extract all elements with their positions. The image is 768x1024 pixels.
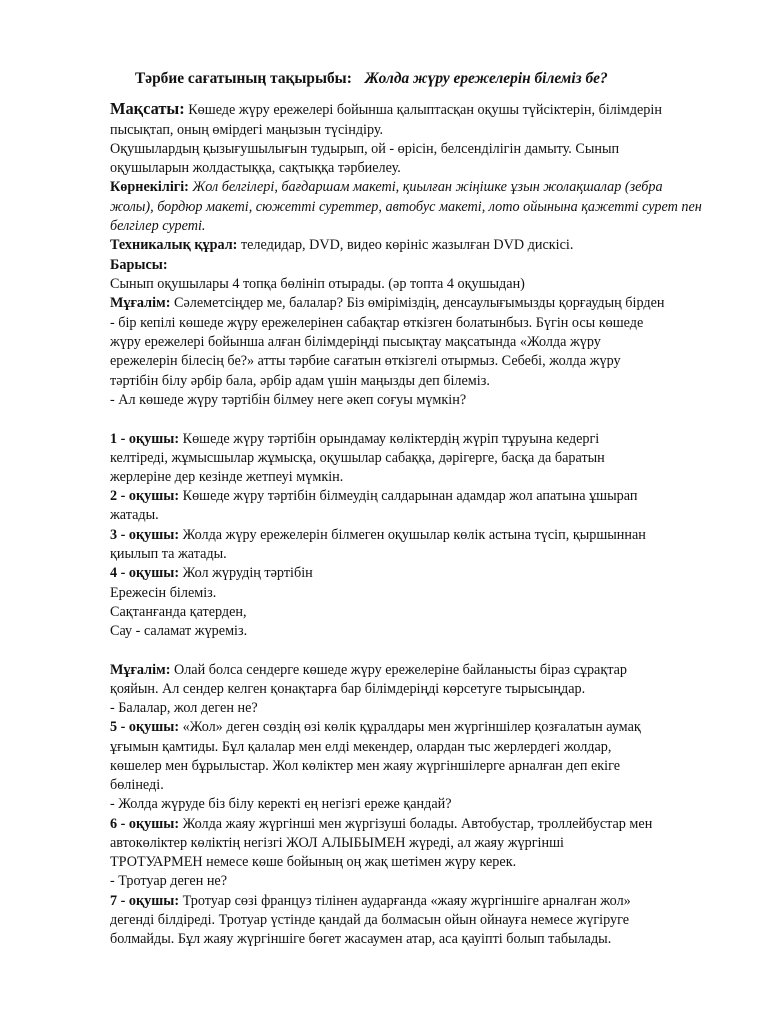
text-line: дегенді білдіреді. Тротуар үстінде қандай да болмасын ойын ойнауға немесе жүгіруге [110,912,630,928]
question-line: - Жолда жүруде біз білу керекті ең негізгі ереже қандай? [110,796,452,812]
title-topic: Жолда жүру ережелерін білеміз бе? [364,70,608,87]
process-heading [110,256,168,274]
teacher-line [110,294,664,312]
text-line: бөлінеді. [110,777,164,793]
student-6-line [110,815,652,833]
student-label: 5 - оқушы: [110,719,180,735]
text-line: Олай болса сендерге көшеде жүру ережелеріне байланысты біраз сұрақтар [170,662,628,678]
title-prefix: Тәрбие сағатының тақырыбы: [135,70,352,87]
student-1-line [110,430,599,448]
text-line: келтіреді, жұмысшылар жұмысқа, оқушылар сабаққа, дәрігерге, басқа да баратын [110,450,605,466]
student-7-line [110,892,631,910]
text-line: Көшеде жүру тәртібін білмеудің салдарынан адамдар жол апатына ұшырап [179,488,638,504]
poem-line: Сау - саламат жүреміз. [110,623,248,639]
student-label: 1 - оқушы: [110,431,180,447]
document-title [135,70,735,88]
text-line: Тротуар сөзі француз тілінен аударғанда «жаяу жүргіншіге арналған жол» [179,893,631,909]
text-line: қиылып та жатады. [110,546,227,562]
aim-label: Мақсаты: [110,99,185,118]
text-line: болмайды. Бұл жаяу жүргіншіге бөгет жасаумен атар, аса қауіпті болып табылады. [110,931,612,947]
text-line: ережелерін білесің бе?» атты тәрбие сағатын өткізгелі отырмыз. Себебі, жолда жүру [110,353,621,369]
text-line: Жол белгілері, бағдаршам макеті, қиылған жіңішке ұзын жолақшалар (зебра [188,179,663,195]
student-5-line [110,718,641,736]
text-line: көшелер мен бұрылыстар. Жол көліктер мен жаяу жүргіншілерге арналған деп екіге [110,758,621,774]
student-label: 7 - оқушы: [110,893,180,909]
tech-line [110,236,573,254]
text-line: тәртібін білу әрбір бала, әрбір адам үшін маңызды деп білеміз. [110,373,490,389]
text-line: қояйын. Ал сендер келген қонақтарға бар білімдеріңді көрсетуге тырысыңдар. [110,681,586,697]
text-line: Сынып оқушылары 4 топқа бөлініп отырады. (әр топта 4 оқушыдан) [110,276,525,292]
tech-label: Техникалық құрал: [110,237,238,253]
visual-label: Көрнекілігі: [110,179,189,195]
student-label: 3 - оқушы: [110,527,180,543]
text-line: - бір кепілі көшеде жүру ережелерінен сабақтар өткізген болатынбыз. Бүгін осы көшеде [110,315,644,331]
text-line: Көшеде жүру ережелері бойынша қалыптасқан оқушы түйсіктерін, білімдерін [184,102,662,118]
teacher-label: Мұғалім: [110,295,171,311]
text-line [110,198,702,216]
text-line: белгілер суреті. [110,218,206,234]
student-3-line [110,526,646,544]
text-line: - Ал көшеде жүру тәртібін білмеу неге әкеп соғуы мүмкін? [110,392,467,408]
text-line: Көшеде жүру тәртібін орындамау көліктердің жүріп тұруына кедергі [179,431,600,447]
student-label: 4 - оқушы: [110,565,180,581]
text-line: жолы), бордюр макеті, сюжетті суреттер, автобус макеті, лото ойынына қажетті сурет пен [110,199,702,215]
text-line: «Жол» деген сөздің өзі көлік құралдары мен жүргіншілер қозғалатын аумақ [179,719,641,735]
text-line: оқушыларын жолдастыққа, сақтыққа тәрбиелеу. [110,160,401,176]
student-2-line [110,487,637,505]
poem-line: Сақтанғанда қатерден, [110,604,247,620]
text-line: теледидар, DVD, видео көрініс жазылған DVD дискісі. [237,237,574,253]
text-line: ұғымын қамтиды. Бұл қалалар мен елді мекендер, олардан тыс жерлердегі жолдар, [110,739,612,755]
student-label: 6 - оқушы: [110,816,180,832]
text-line: Жолда жаяу жүргінші мен жүргізуші болады. Автобустар, троллейбустар мен [179,816,653,832]
process-label: Барысы: [110,257,168,273]
text-line: Жолда жүру ережелерін білмеген оқушылар көлік астына түсіп, қыршыннан [179,527,646,543]
visual-line [110,178,663,196]
teacher-line [110,661,627,679]
text-line: Жол жүрудің тәртібін [179,565,313,581]
text-line: жатады. [110,507,159,523]
question-line: - Балалар, жол деген не? [110,700,258,716]
student-4-line [110,564,313,582]
text-line [110,217,205,235]
text-line: Сәлеметсіңдер ме, балалар? Біз өміріміздің, денсаулығымызды қорғаудың бірден [170,295,665,311]
text-line: Оқушылардың қызығушылығын тудырып, ой - өрісін, белсенділігін дамыту. Сынып [110,141,620,157]
text-line: жүру ережелері бойынша алған білімдеріңді пысықтау мақсатында «Жолда жүру [110,334,601,350]
text-line: жерлеріне дер кезінде жетпеуі мүмкін. [110,469,344,485]
question-line: - Тротуар деген не? [110,873,228,889]
aim-line [110,100,662,119]
text-line: автокөліктер көліктің негізгі ЖОЛ АЛЫБЫМЕН жүреді, ал жаяу жүргінші [110,835,564,851]
poem-line: Ережесін білеміз. [110,585,217,601]
text-line: ТРОТУАРМЕН немесе көше бойының оң жақ шетімен жүру керек. [110,854,517,870]
text-line: пысықтап, оның өмірдегі маңызын түсіндіру. [110,122,384,138]
teacher-label: Мұғалім: [110,662,171,678]
student-label: 2 - оқушы: [110,488,180,504]
